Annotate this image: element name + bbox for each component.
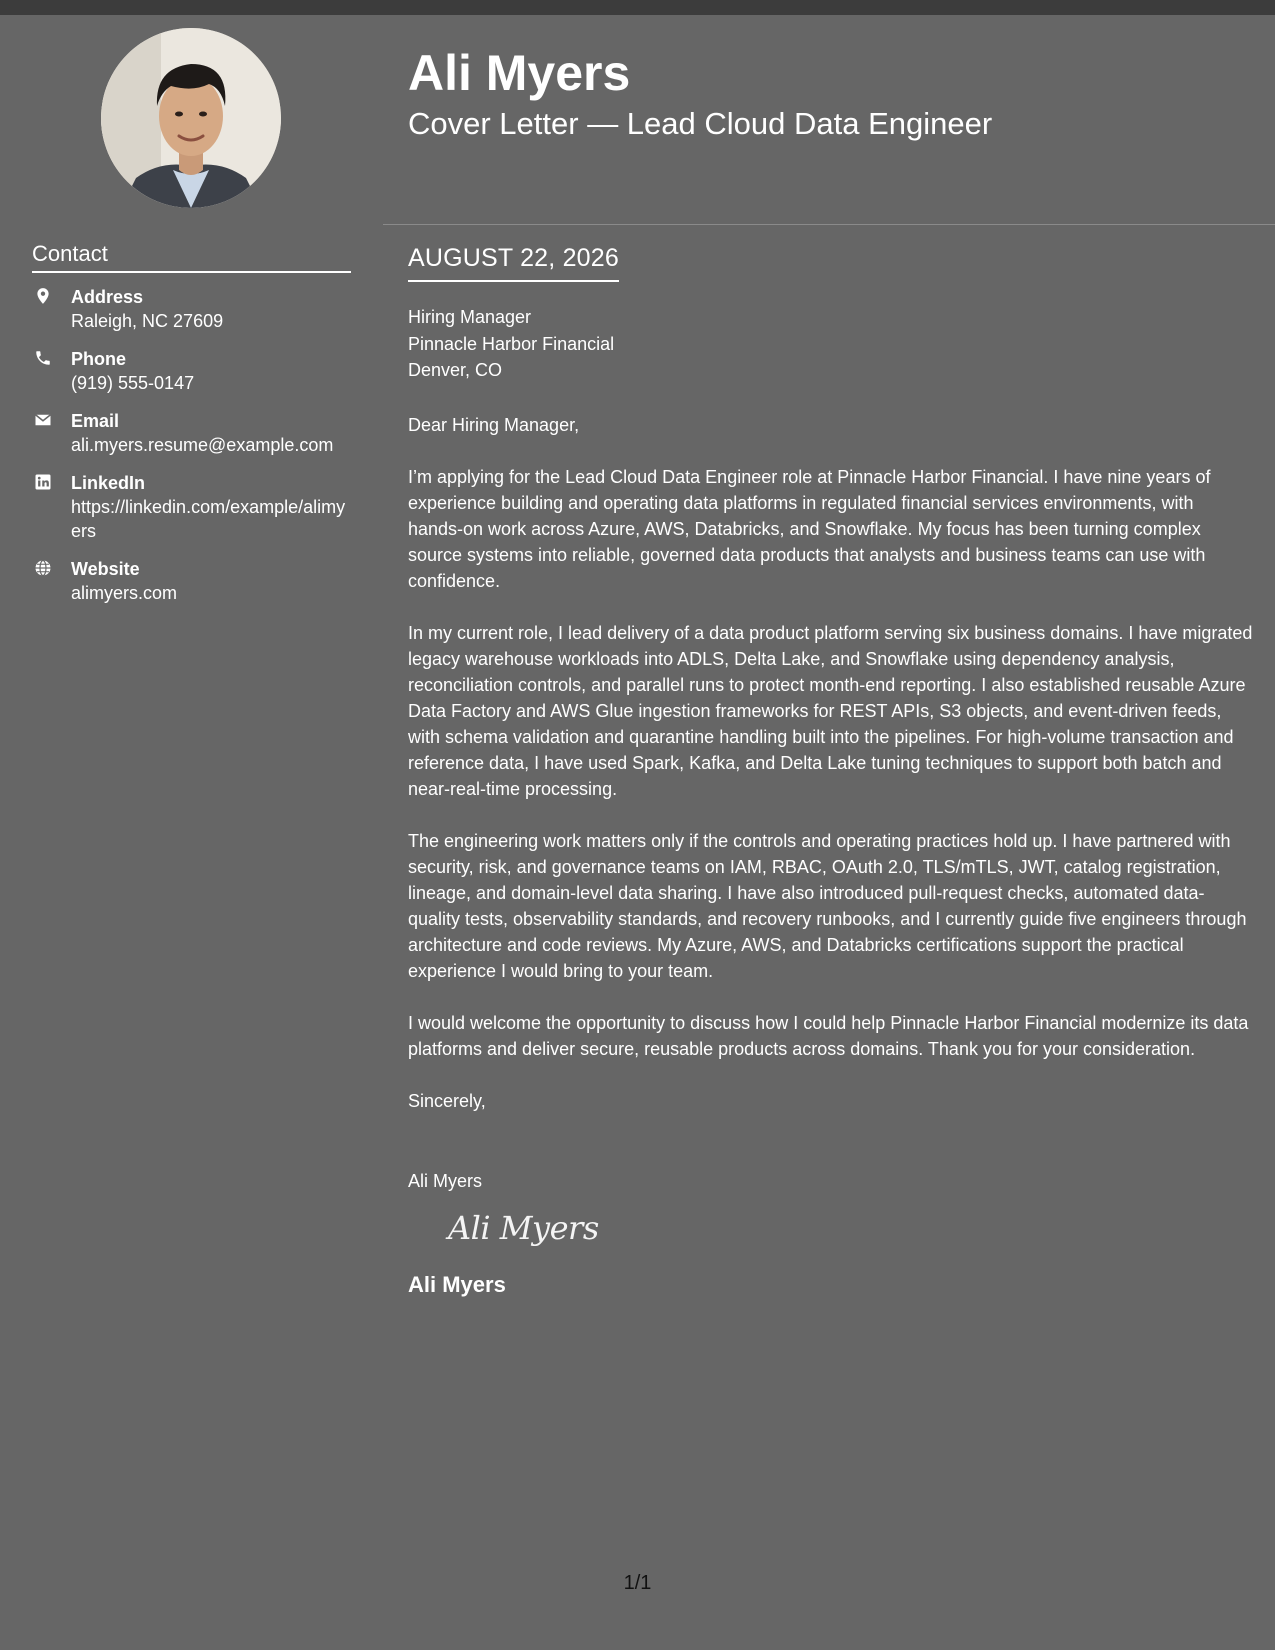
letter-subtitle: Cover Letter — Lead Cloud Data Engineer xyxy=(408,106,993,141)
top-bar xyxy=(0,0,1275,15)
letter-date: AUGUST 22, 2026 xyxy=(408,242,619,282)
handwritten-signature: Ali Myers xyxy=(448,1208,599,1247)
letter-paragraph: In my current role, I lead delivery of a data product platform serving six business domains. I have migrated legacy warehouse workloads into ADLS, Delta Lake, and Snowflake using dependency analysis, reconciliation controls, and parallel runs to protect month-end reporting. I also established reusable Azure Data Factory and AWS Glue ingestion frameworks for REST APIs, S3 objects, and event-driven feeds, with schema validation and quarantine handling built into the pipelines. For high-volume transaction and reference data, I have used Spark, Kafka, and Delta Lake tuning techniques to support both batch and near-real-time processing. xyxy=(408,622,1253,799)
signer-name: Ali Myers xyxy=(408,1170,483,1191)
map-pin-icon xyxy=(34,287,52,305)
signer-name-bold: Ali Myers xyxy=(408,1271,506,1297)
contact-value: (919) 555-0147 xyxy=(71,373,195,393)
page-number: 1/1 xyxy=(623,1572,652,1594)
contact-item-phone xyxy=(32,347,352,395)
closing: Sincerely, xyxy=(408,1090,486,1111)
letter-paragraph: I’m applying for the Lead Cloud Data Engineer role at Pinnacle Harbor Financial. I have nine years of experience building and operating data platforms in regulated financial services environments, with hands-on work across Azure, AWS, Databricks, and Snowflake. My focus has been turning complex source systems into reliable, governed data products that analysts and business teams can use with confidence. xyxy=(408,466,1211,591)
contact-value: Raleigh, NC 27609 xyxy=(71,311,224,331)
contact-heading: Contact xyxy=(32,241,351,273)
contact-value[interactable]: https://linkedin.com/example/alimyers xyxy=(71,497,346,541)
contact-value: ali.myers.resume@example.com xyxy=(71,435,334,455)
letter-paragraph: The engineering work matters only if the controls and operating practices hold up. I have partnered with security, risk, and governance teams on IAM, RBAC, OAuth 2.0, TLS/mTLS, JWT, catalog registration, lineage, and domain-level data sharing. I have also introduced pull-request checks, automated data-quality tests, observability standards, and recovery runbooks, and I currently guide five engineers through architecture and code reviews. My Azure, AWS, and Databricks certifications support the practical experience I would bring to your team. xyxy=(408,830,1247,981)
contact-label: Website xyxy=(71,559,140,579)
contact-item-website xyxy=(32,557,352,605)
globe-icon xyxy=(34,559,52,577)
letter-header xyxy=(408,40,1248,142)
letter-body xyxy=(408,242,1253,1300)
recipient-line: Pinnacle Harbor Financial xyxy=(408,333,615,354)
applicant-name: Ali Myers xyxy=(408,45,631,101)
recipient-line: Hiring Manager xyxy=(408,307,532,327)
sidebar xyxy=(0,15,383,1650)
contact-item-email xyxy=(32,409,352,457)
phone-icon xyxy=(34,349,52,367)
recipient-line: Denver, CO xyxy=(408,360,503,380)
contact-label: LinkedIn xyxy=(71,473,146,493)
contact-label: Phone xyxy=(71,349,127,369)
envelope-icon xyxy=(34,411,52,429)
contact-item-linkedin xyxy=(32,471,352,543)
letter-paragraph: I would welcome the opportunity to discuss how I could help Pinnacle Harbor Financial modernize its data platforms and deliver secure, reusable products across domains. Thank you for your consideration. xyxy=(408,1012,1249,1059)
contact-value[interactable]: alimyers.com xyxy=(71,583,178,603)
header-divider xyxy=(383,224,1275,225)
avatar xyxy=(101,28,281,208)
linkedin-icon xyxy=(34,473,52,491)
contact-label: Address xyxy=(71,287,144,307)
contact-label: Email xyxy=(71,411,120,431)
profile-photo-icon xyxy=(101,28,281,208)
contact-list xyxy=(32,285,352,619)
contact-item-address xyxy=(32,285,352,333)
salutation: Dear Hiring Manager, xyxy=(408,414,580,435)
recipient-block xyxy=(408,304,1253,384)
